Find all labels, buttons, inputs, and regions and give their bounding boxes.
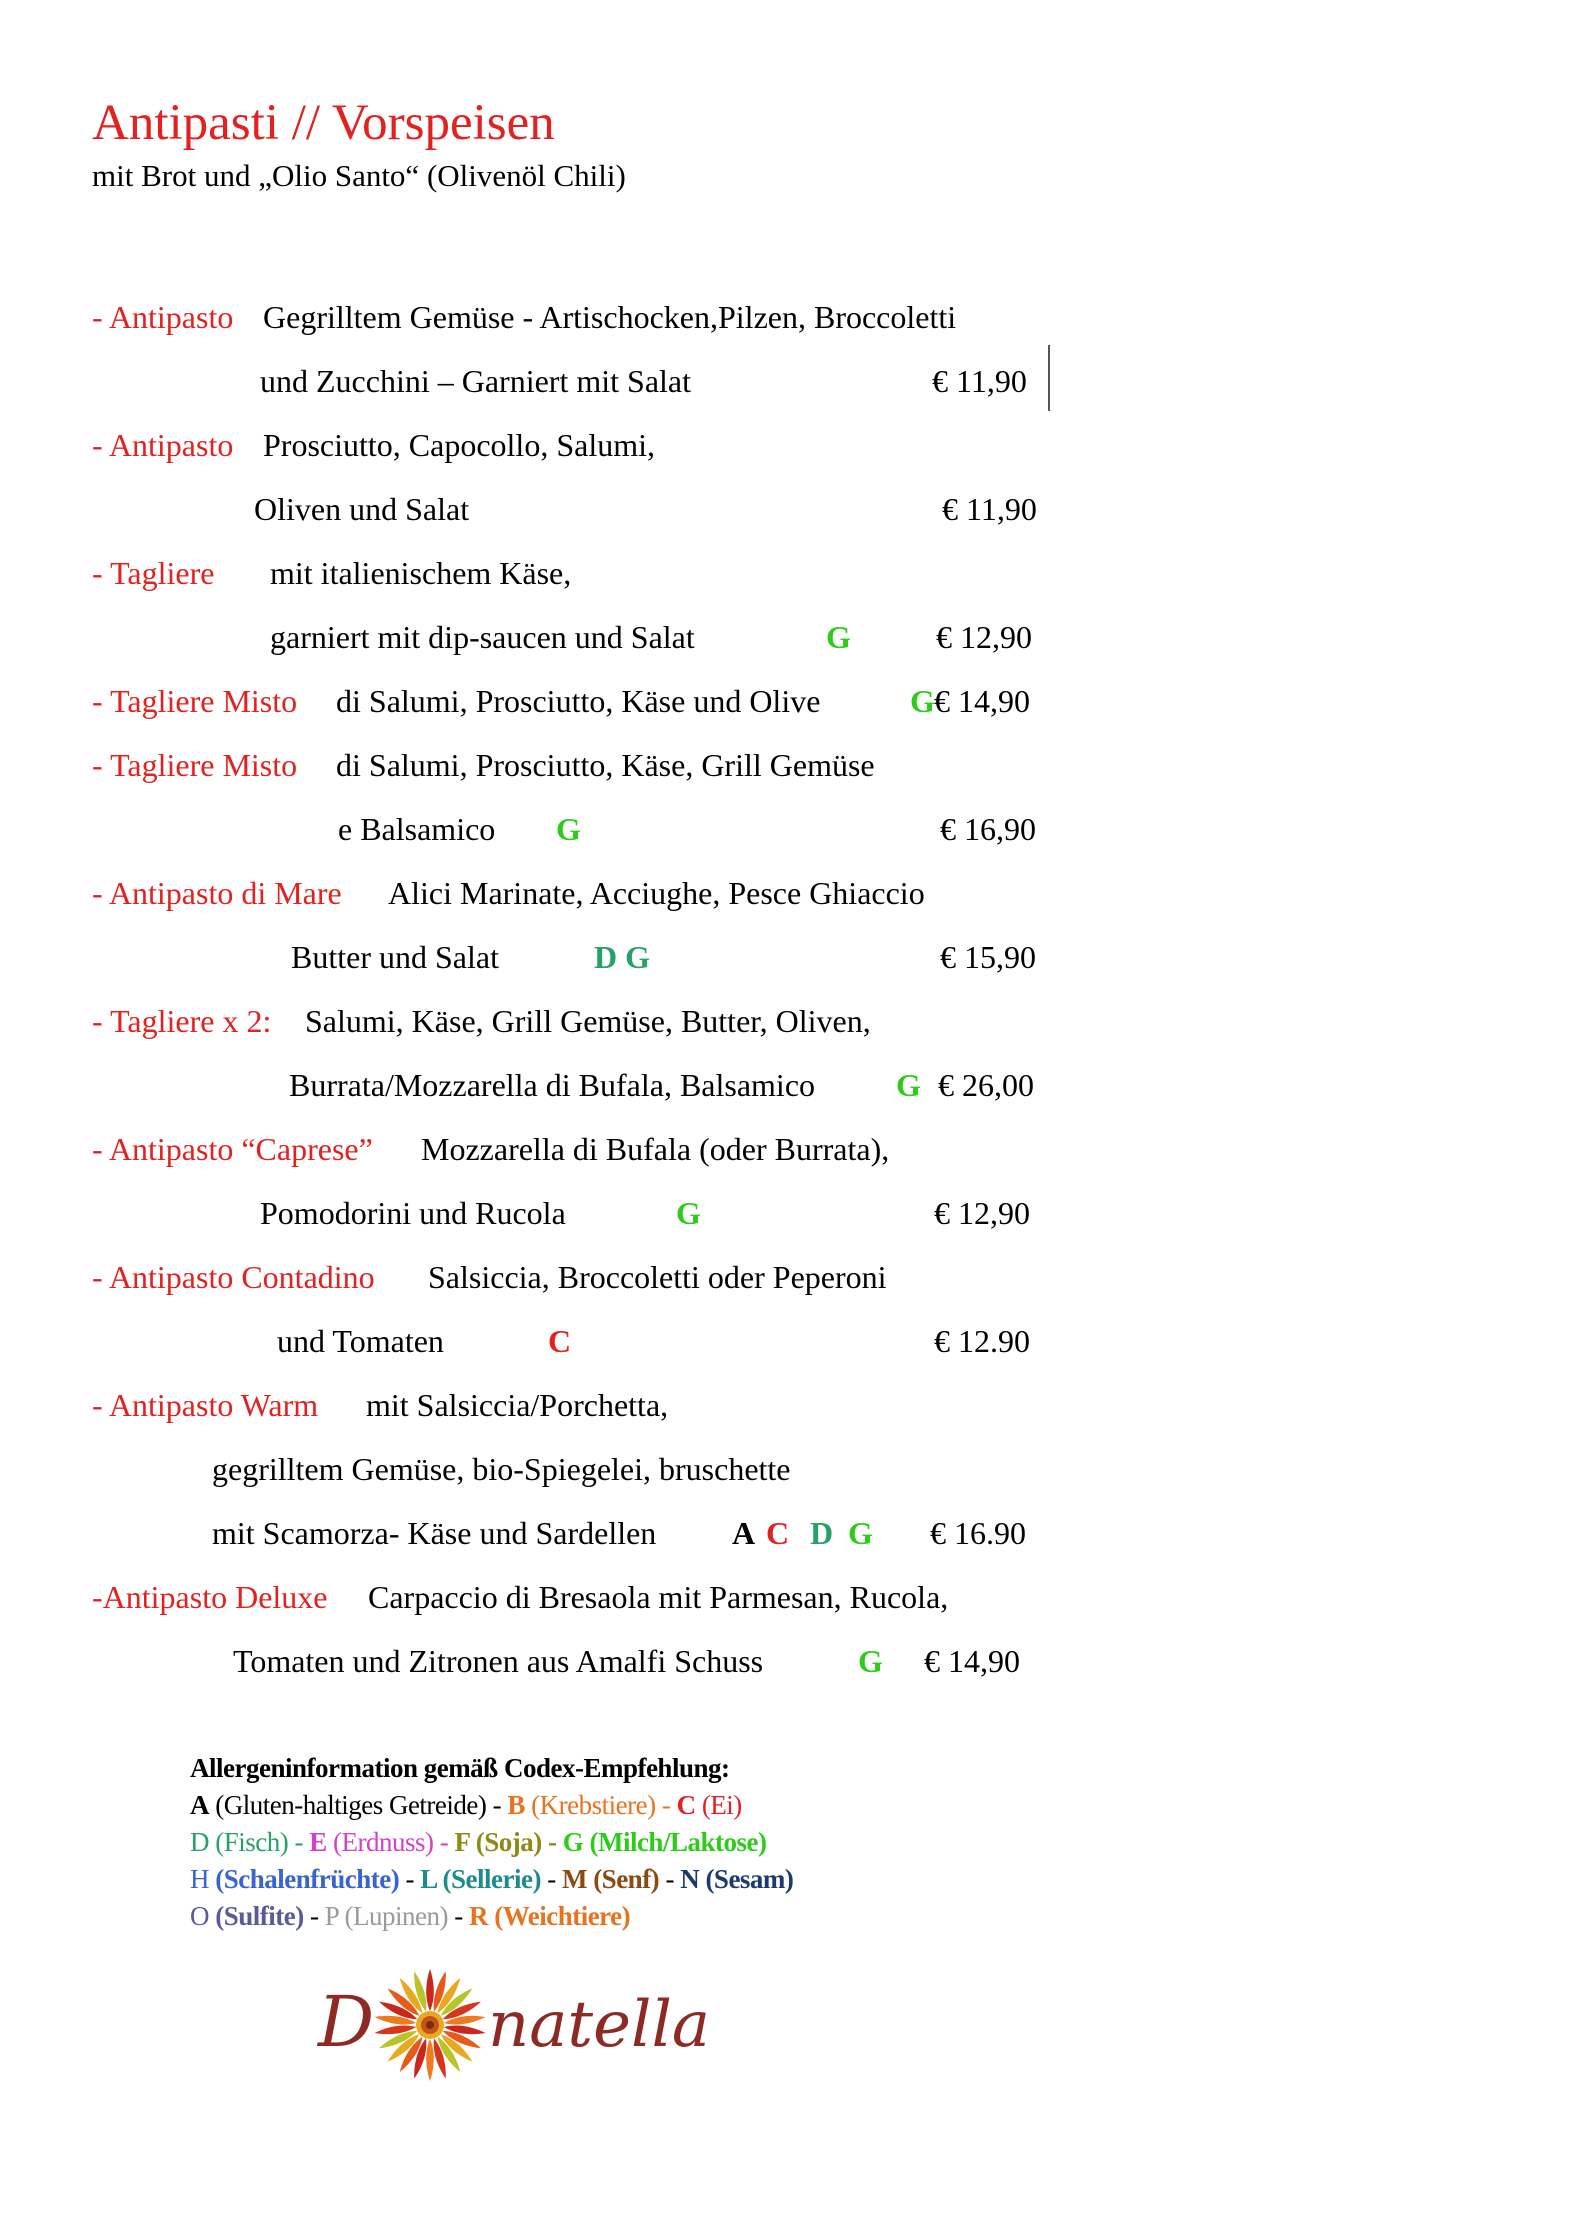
item-name: - Tagliere x 2: — [92, 1003, 272, 1039]
item-description: und Zucchini – Garniert mit Salat — [260, 363, 691, 399]
allergen-heading: Allergeninformation gemäß Codex-Empfehlung: — [190, 1753, 730, 1783]
allergen-segment: (Sesam) — [699, 1864, 794, 1894]
item-description: Oliven und Salat — [254, 491, 470, 527]
allergen-segment: - — [399, 1864, 421, 1894]
item-price: € 12.90 — [934, 1323, 1030, 1359]
menu-line — [0, 349, 1570, 413]
allergen-code: G — [848, 1515, 873, 1551]
item-description: Tomaten und Zitronen aus Amalfi Schuss — [233, 1643, 764, 1679]
allergen-line — [190, 1861, 793, 1898]
allergen-segment: L — [420, 1864, 437, 1894]
item-description: Salumi, Käse, Grill Gemüse, Butter, Oliven, — [305, 1003, 871, 1039]
allergen-segment: (Sulfite) — [209, 1901, 304, 1931]
item-price: € 11,90 — [942, 491, 1037, 527]
allergen-segment: (Schalenfrüchte) — [209, 1864, 400, 1894]
allergen-segment: (Gluten-haltiges Getreide) - — [209, 1790, 508, 1820]
item-name: - Antipasto — [92, 299, 234, 335]
item-description: Gegrilltem Gemüse - Artischocken,Pilzen, Broccoletti — [263, 299, 957, 335]
allergen-code: G — [896, 1067, 921, 1103]
allergen-segment: H — [190, 1864, 209, 1894]
allergen-info — [190, 1750, 793, 1935]
menu-line — [0, 989, 1570, 1053]
allergen-line — [190, 1824, 793, 1861]
menu-line — [0, 1373, 1570, 1437]
item-description: gegrilltem Gemüse, bio-Spiegelei, bruschette — [212, 1451, 791, 1487]
allergen-segment: - — [303, 1901, 325, 1931]
menu-line — [0, 925, 1570, 989]
item-price: € 26,00 — [938, 1067, 1034, 1103]
allergen-line — [190, 1898, 793, 1935]
item-price: € 12,90 — [936, 619, 1032, 655]
item-description: di Salumi, Prosciutto, Käse und Olive — [336, 683, 821, 719]
item-description: Burrata/Mozzarella di Bufala, Balsamico — [289, 1067, 816, 1103]
menu-line — [0, 1309, 1570, 1373]
menu-line — [0, 1053, 1570, 1117]
menu-line — [0, 477, 1570, 541]
allergen-segment: (Krebstiere) - — [524, 1790, 677, 1820]
allergen-segment: - — [447, 1901, 469, 1931]
menu-line — [0, 669, 1570, 733]
allergen-segment: - — [540, 1864, 562, 1894]
item-description: Pomodorini und Rucola — [260, 1195, 566, 1231]
sun-ray — [426, 2039, 434, 2081]
allergen-segment: (Senf) — [586, 1864, 660, 1894]
menu-line — [0, 1117, 1570, 1181]
item-price: € 15,90 — [940, 939, 1036, 975]
allergen-segment: - — [659, 1864, 681, 1894]
page-subtitle: mit Brot und „Olio Santo“ (Olivenöl Chili) — [92, 158, 626, 193]
menu-line — [0, 1181, 1570, 1245]
allergen-code: A — [732, 1515, 756, 1551]
allergen-segment: (Soja) - — [469, 1827, 563, 1857]
text-cursor — [1048, 345, 1050, 411]
item-name: - Antipasto di Mare — [92, 875, 342, 911]
allergen-segment: (Lupinen) — [338, 1901, 448, 1931]
allergen-legend — [190, 1787, 793, 1935]
menu-line — [0, 285, 1570, 349]
allergen-code: G — [556, 811, 581, 847]
item-description: Alici Marinate, Acciughe, Pesce Ghiaccio — [388, 875, 925, 911]
allergen-segment: P — [324, 1901, 339, 1931]
allergen-segment: O — [190, 1901, 209, 1931]
logo-letter: D — [318, 1981, 375, 2063]
sun-flower-icon — [370, 1965, 490, 2085]
item-name: - Tagliere — [92, 555, 215, 591]
menu-line — [0, 1245, 1570, 1309]
allergen-segment: R — [468, 1901, 488, 1931]
item-description: und Tomaten — [277, 1323, 444, 1359]
item-price: € 16.90 — [930, 1515, 1026, 1551]
donatella-logo — [318, 1965, 738, 2085]
allergen-segment: (Fisch) - — [209, 1827, 310, 1857]
allergen-code: G — [910, 683, 935, 719]
page-title: Antipasti // Vorspeisen — [92, 95, 555, 151]
allergen-code: C — [548, 1323, 572, 1359]
item-description: Mozzarella di Bufala (oder Burrata), — [421, 1131, 890, 1167]
allergen-segment: F — [454, 1827, 470, 1857]
allergen-code: G — [858, 1643, 883, 1679]
item-name: - Tagliere Misto — [92, 683, 298, 719]
menu-line — [0, 541, 1570, 605]
item-name: - Antipasto “Caprese” — [92, 1131, 373, 1167]
allergen-code: D — [810, 1515, 834, 1551]
item-price: € 14,90 — [924, 1643, 1020, 1679]
menu-line — [0, 1565, 1570, 1629]
allergen-segment: G (Milch/Laktose) — [562, 1827, 767, 1857]
menu-line — [0, 1501, 1570, 1565]
menu-line — [0, 797, 1570, 861]
allergen-segment: (Weichtiere) — [487, 1901, 631, 1931]
allergen-code: C — [766, 1515, 790, 1551]
item-description: Carpaccio di Bresaola mit Parmesan, Rucola, — [368, 1579, 949, 1615]
allergen-line — [190, 1787, 793, 1824]
allergen-code: G — [826, 619, 851, 655]
allergen-segment: A — [190, 1790, 209, 1820]
allergen-code: D G — [594, 939, 650, 975]
menu-line — [0, 733, 1570, 797]
allergen-segment: M — [561, 1864, 587, 1894]
allergen-segment: C — [676, 1790, 696, 1820]
item-description: di Salumi, Prosciutto, Käse, Grill Gemüse — [336, 747, 875, 783]
allergen-segment: (Erdnuss) - — [326, 1827, 455, 1857]
menu-line — [0, 861, 1570, 925]
item-price: € 14,90 — [934, 683, 1030, 719]
allergen-segment: D — [190, 1827, 209, 1857]
logo-wordmark: natella — [488, 1988, 711, 2062]
item-name: - Tagliere Misto — [92, 747, 298, 783]
menu-line — [0, 1629, 1570, 1693]
item-name: -Antipasto Deluxe — [92, 1579, 328, 1615]
item-price: € 12,90 — [934, 1195, 1030, 1231]
item-description: Butter und Salat — [291, 939, 499, 975]
item-description: e Balsamico — [338, 811, 496, 847]
allergen-segment: (Ei) — [695, 1790, 742, 1820]
menu-line — [0, 413, 1570, 477]
item-description: mit italienischem Käse, — [270, 555, 572, 591]
item-price: € 16,90 — [940, 811, 1036, 847]
item-description: mit Salsiccia/Porchetta, — [366, 1387, 669, 1423]
allergen-segment: E — [309, 1827, 327, 1857]
sun-ray — [426, 1969, 434, 2011]
menu-line — [0, 1437, 1570, 1501]
item-description: Salsiccia, Broccoletti oder Peperoni — [428, 1259, 887, 1295]
item-name: - Antipasto — [92, 427, 234, 463]
item-description: Prosciutto, Capocollo, Salumi, — [263, 427, 655, 463]
item-price: € 11,90 — [932, 363, 1027, 399]
allergen-segment: N — [680, 1864, 700, 1894]
item-description: garniert mit dip-sauce​n und Salat — [270, 619, 695, 655]
menu-line — [0, 605, 1570, 669]
item-name: - Antipasto Contadino — [92, 1259, 375, 1295]
allergen-code: G — [676, 1195, 701, 1231]
allergen-segment: B — [507, 1790, 525, 1820]
item-name: - Antipasto Warm — [92, 1387, 319, 1423]
allergen-segment: (Sellerie) — [436, 1864, 541, 1894]
menu-list — [0, 285, 1570, 1693]
item-description: mit Scamorza- Käse und Sardellen — [212, 1515, 657, 1551]
